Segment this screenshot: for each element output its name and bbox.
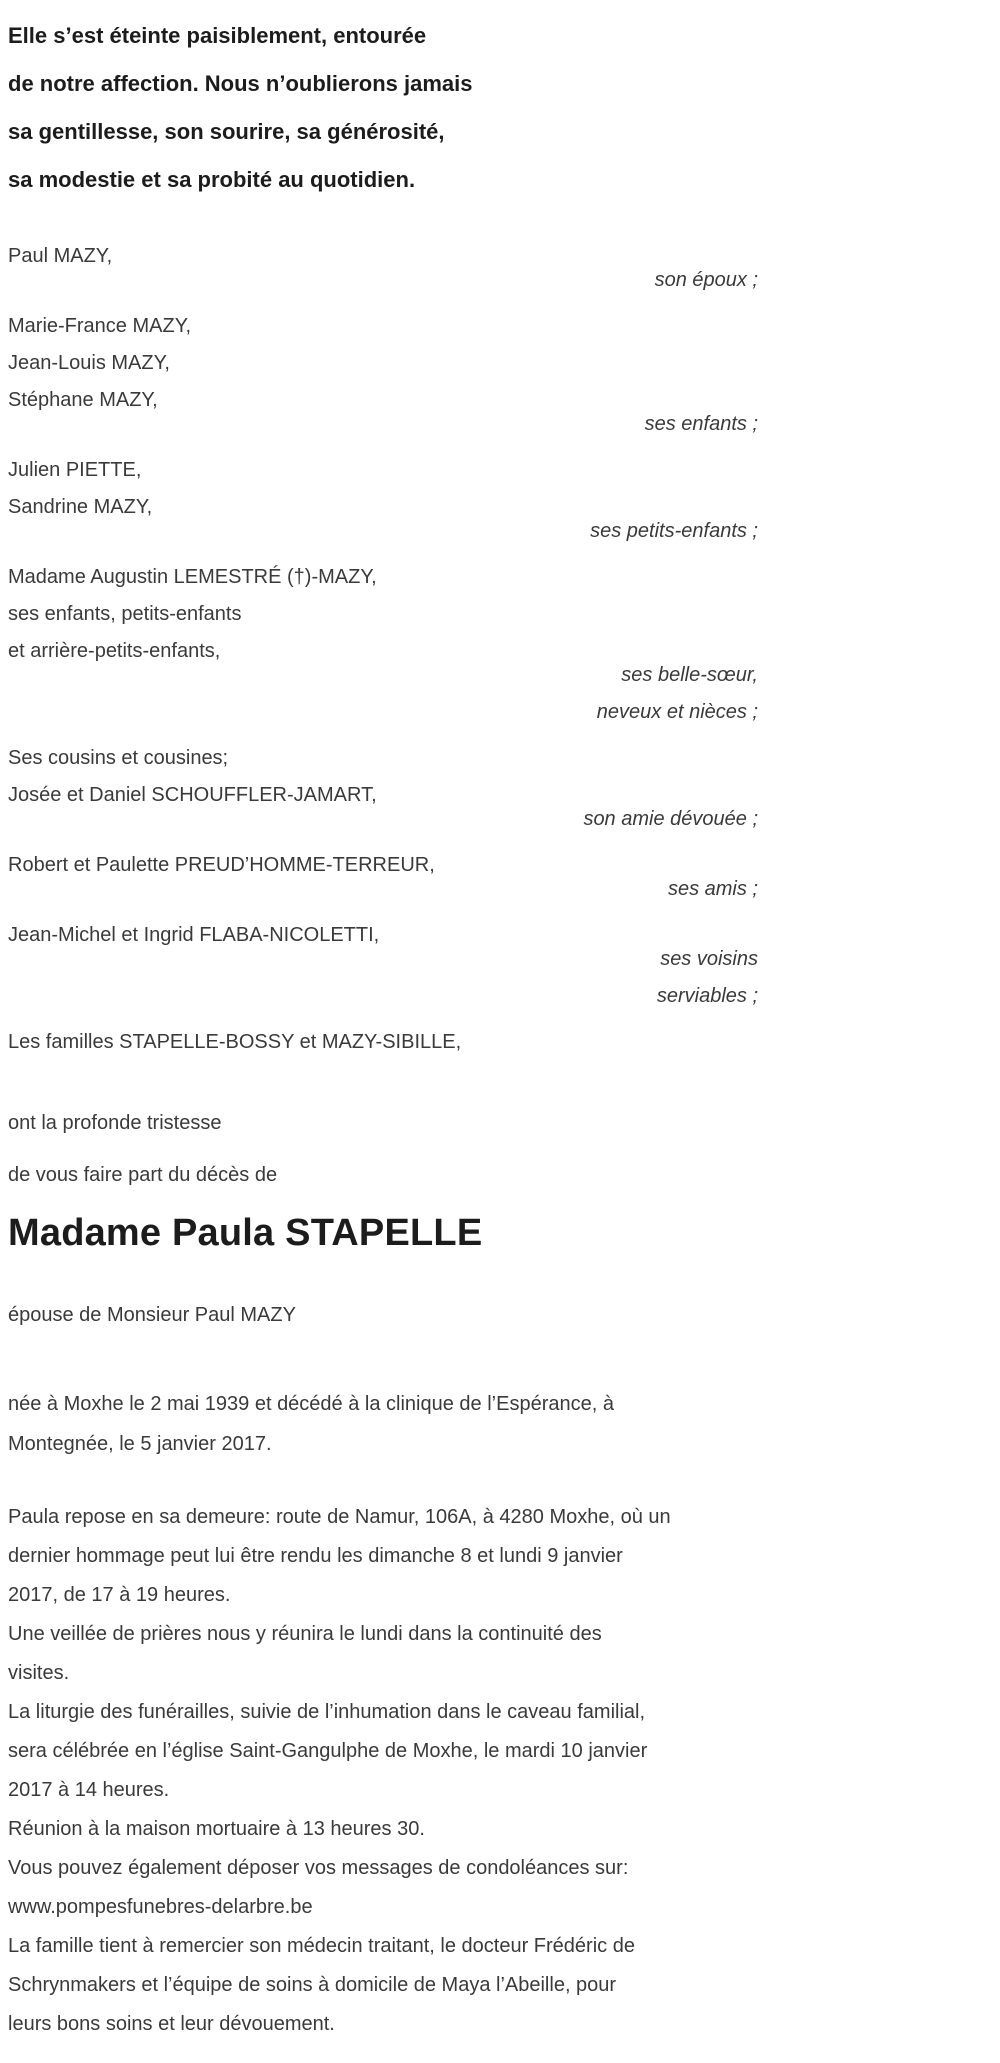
announcement-line: de vous faire part du décès de: [8, 1164, 278, 1186]
relation-label-line: ses enfants ;: [644, 413, 758, 435]
relative-name-line: Marie-France MAZY,: [8, 315, 192, 337]
relative-name-line: Josée et Daniel SCHOUFFLER-JAMART,: [8, 784, 377, 806]
relative-name-line: Stéphane MAZY,: [8, 389, 158, 411]
relative-name-line: Les familles STAPELLE-BOSSY et MAZY-SIBILLE,: [8, 1031, 462, 1053]
relation-label-line: neveux et nièces ;: [596, 701, 758, 723]
announcement-line: ont la profonde tristesse: [8, 1112, 222, 1134]
relation-label-line: son époux ;: [654, 269, 758, 291]
birth-death-line: née à Moxhe le 2 mai 1939 et décédé à la clinique de l’Espérance, à: [8, 1393, 614, 1415]
detail-line: dernier hommage peut lui être rendu les dimanche 8 et lundi 9 janvier: [8, 1545, 623, 1567]
detail-line: visites.: [8, 1662, 70, 1684]
detail-line: Une veillée de prières nous y réunira le lundi dans la continuité des: [8, 1623, 602, 1645]
intro-line: Elle s’est éteinte paisiblement, entourée: [8, 23, 427, 48]
relation-label-line: ses amis ;: [667, 878, 758, 900]
detail-line: Schrynmakers et l’équipe de soins à domicile de Maya l’Abeille, pour: [8, 1974, 617, 1996]
announcement-lines: [8, 1105, 758, 1194]
detail-line: Réunion à la maison mortuaire à 13 heures 30.: [8, 1818, 425, 1840]
detail-line: Vous pouvez également déposer vos messages de condoléances sur:: [8, 1857, 629, 1879]
detail-line: Paula repose en sa demeure: route de Namur, 106A, à 4280 Moxhe, où un: [8, 1506, 671, 1528]
family-group: [8, 559, 758, 731]
relative-name-line: Paul MAZY,: [8, 245, 113, 267]
intro-line: sa gentillesse, son sourire, sa générosité,: [8, 119, 445, 144]
family-group: [8, 917, 758, 1015]
birth-death-paragraph: [8, 1384, 758, 1464]
intro-paragraph: [8, 12, 758, 204]
relative-name-line: ses enfants, petits-enfants: [8, 603, 242, 625]
funeral-details-paragraph: [8, 1498, 758, 2044]
detail-line: 2017 à 14 heures.: [8, 1779, 170, 1801]
relation-label-line: son amie dévouée ;: [583, 808, 758, 830]
relative-name-line: et arrière-petits-enfants,: [8, 640, 221, 662]
relative-name-line: Ses cousins et cousines;: [8, 747, 229, 769]
family-group: [8, 452, 758, 550]
family-group: [8, 238, 758, 299]
detail-line: sera célébrée en l’église Saint-Gangulphe de Moxhe, le mardi 10 janvier: [8, 1740, 648, 1762]
relative-name-line: Sandrine MAZY,: [8, 496, 153, 518]
spouse-line: épouse de Monsieur Paul MAZY: [8, 1304, 296, 1326]
detail-line: 2017, de 17 à 19 heures.: [8, 1584, 231, 1606]
relative-name-line: Robert et Paulette PREUD’HOMME-TERREUR,: [8, 854, 435, 876]
relative-name-line: Jean-Louis MAZY,: [8, 352, 170, 374]
relative-name-line: Jean-Michel et Ingrid FLABA-NICOLETTI,: [8, 924, 380, 946]
birth-death-line: Montegnée, le 5 janvier 2017.: [8, 1433, 272, 1455]
relative-name-line: Julien PIETTE,: [8, 459, 142, 481]
relation-label-line: ses petits-enfants ;: [590, 520, 758, 542]
detail-line: La famille tient à remercier son médecin traitant, le docteur Frédéric de: [8, 1935, 635, 1957]
family-group: [8, 740, 758, 838]
website-text: www.pompesfunebres-delarbre.be: [8, 1896, 313, 1918]
family-group: [8, 308, 758, 443]
detail-line: La liturgie des funérailles, suivie de l’inhumation dans le caveau familial,: [8, 1701, 646, 1723]
family-group: [8, 1024, 758, 1061]
deceased-name-title: Madame Paula STAPELLE: [8, 1212, 483, 1254]
family-group: [8, 847, 758, 908]
intro-line: sa modestie et sa probité au quotidien.: [8, 167, 416, 192]
relation-label-line: serviables ;: [656, 985, 758, 1007]
relation-label-line: ses voisins: [660, 948, 758, 970]
intro-line: de notre affection. Nous n’oublierons jamais: [8, 71, 473, 96]
relation-label-line: ses belle-sœur,: [621, 664, 758, 686]
detail-line: leurs bons soins et leur dévouement.: [8, 2013, 335, 2035]
family-relations-list: [8, 238, 758, 1061]
relative-name-line: Madame Augustin LEMESTRÉ (†)-MAZY,: [8, 566, 377, 588]
relation-block: [8, 262, 758, 299]
